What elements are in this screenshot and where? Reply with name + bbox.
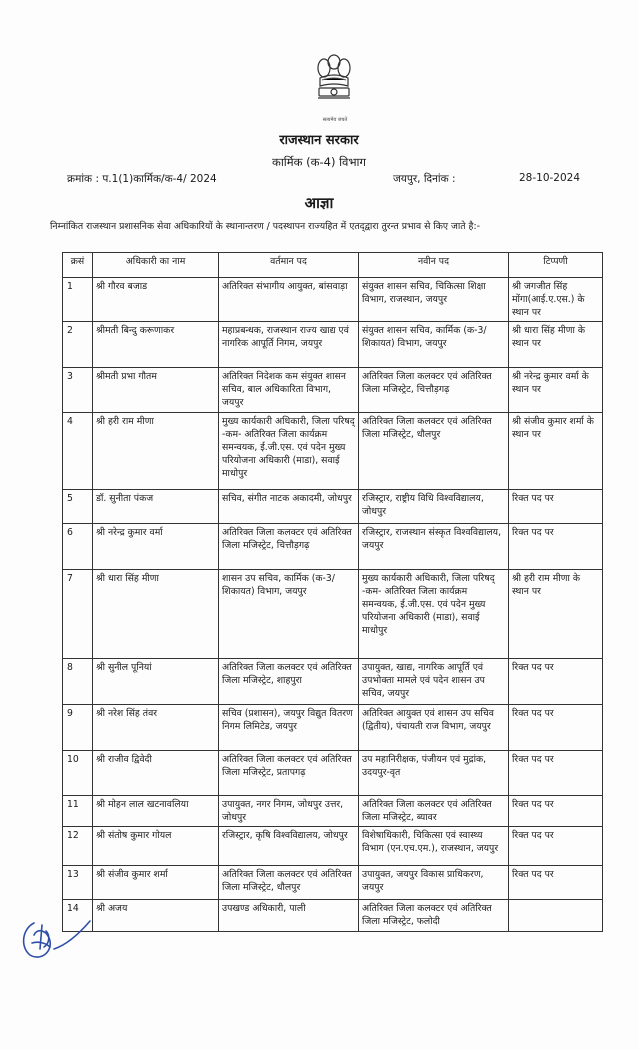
table-row [63, 524, 603, 570]
officer-name: श्री नरेन्द्र कुमार वर्मा [93, 524, 219, 570]
table-row [63, 490, 603, 524]
officer-name: श्री राजीव द्विवेदी [93, 751, 219, 796]
current-post: उपायुक्त, नगर निगम, जोधपुर उत्तर, जोधपुर [219, 796, 359, 827]
officer-name: श्री धारा सिंह मीणा [93, 570, 219, 659]
current-post: मुख्य कार्यकारी अधिकारी, जिला परिषद् -कम- अतिरिक्त जिला कार्यक्रम समन्वयक, ई.जी.एस. एवं पदेन मुख्य परियोजना अधिकारी (माडा), सवाई माधोपुर [219, 413, 359, 490]
table-row [63, 413, 603, 490]
table-row [63, 368, 603, 413]
new-post: संयुक्त शासन सचिव, चिकित्सा शिक्षा विभाग, राजस्थान, जयपुर [359, 278, 509, 322]
current-post: सचिव, संगीत नाटक अकादमी, जोधपुर [219, 490, 359, 524]
remark: श्री संजीव कुमार शर्मा के स्थान पर [509, 413, 603, 490]
remark: श्री हरी राम मीणा के स्थान पर [509, 570, 603, 659]
current-post: अतिरिक्त निदेशक कम संयुक्त शासन सचिव, बाल अधिकारिता विभाग, जयपुर [219, 368, 359, 413]
serial-number: 3 [63, 368, 93, 413]
new-post: अतिरिक्त जिला कलक्टर एवं अतिरिक्त जिला मजिस्ट्रेट, फलोदी [359, 900, 509, 932]
intro-text: निम्नांकित राजस्थान प्रशासनिक सेवा अधिकारियों के स्थानान्तरण / पदस्थापन राज्यहित में एतद्‌द्वारा तुरन्त प्रभाव से किए जाते है:- [50, 221, 480, 232]
remark: श्री नरेन्द्र कुमार वर्मा के स्थान पर [509, 368, 603, 413]
remark: रिक्त पद पर [509, 524, 603, 570]
table-row [63, 827, 603, 866]
officer-name: श्री नरेश सिंह तंवर [93, 705, 219, 751]
serial-number: 9 [63, 705, 93, 751]
serial-number: 13 [63, 866, 93, 900]
place-date-label: जयपुर, दिनांक : [393, 173, 456, 185]
column-header: टिप्पणी [509, 253, 603, 278]
table-row [63, 796, 603, 827]
new-post: संयुक्त शासन सचिव, कार्मिक (क-3/शिकायत) विभाग, जयपुर [359, 322, 509, 368]
government-title: राजस्थान सरकार [279, 133, 359, 148]
officer-name: श्री सुनील पूनियां [93, 659, 219, 705]
current-post: रजिस्ट्रार, कृषि विश्वविद्यालय, जोधपुर [219, 827, 359, 866]
transfer-table [62, 252, 603, 932]
current-post: शासन उप सचिव, कार्मिक (क-3/शिकायत) विभाग, जयपुर [219, 570, 359, 659]
serial-number: 1 [63, 278, 93, 322]
officer-name: श्रीमती प्रभा गौतम [93, 368, 219, 413]
order-title: आज्ञा [304, 194, 334, 212]
current-post: उपखण्ड अधिकारी, पाली [219, 900, 359, 932]
new-post: रजिस्ट्रार, राजस्थान संस्कृत विश्वविद्यालय, जयपुर [359, 524, 509, 570]
new-post: विशेषाधिकारी, चिकित्सा एवं स्वास्थ्य विभाग (एन.एच.एम.), राजस्थान, जयपुर [359, 827, 509, 866]
table-row [63, 866, 603, 900]
emblem-motto: सत्यमेव जयते [322, 117, 348, 123]
column-header: अधिकारी का नाम [93, 253, 219, 278]
officer-name: श्री मोहन लाल खटनावलिया [93, 796, 219, 827]
serial-number: 2 [63, 322, 93, 368]
department-title: कार्मिक (क-4) विभाग [272, 155, 366, 169]
current-post: महाप्रबन्धक, राजस्थान राज्य खाद्य एवं नागरिक आपूर्ति निगम, जयपुर [219, 322, 359, 368]
state-emblem-icon [312, 52, 356, 116]
remark: रिक्त पद पर [509, 490, 603, 524]
table-row [63, 659, 603, 705]
order-date: 28-10-2024 [519, 172, 581, 184]
table-row [63, 570, 603, 659]
remark: रिक्त पद पर [509, 827, 603, 866]
new-post: अतिरिक्त जिला कलक्टर एवं अतिरिक्त जिला मजिस्ट्रेट, ब्यावर [359, 796, 509, 827]
remark: श्री धारा सिंह मीणा के स्थान पर [509, 322, 603, 368]
table-row [63, 900, 603, 932]
serial-number: 4 [63, 413, 93, 490]
remark: श्री जगजीत सिंह मोंगा(आई.ए.एस.) के स्थान पर [509, 278, 603, 322]
serial-number: 10 [63, 751, 93, 796]
officer-name: श्रीमती बिन्दु करूणाकर [93, 322, 219, 368]
serial-number: 6 [63, 524, 93, 570]
new-post: उपायुक्त, जयपुर विकास प्राधिकरण, जयपुर [359, 866, 509, 900]
new-post: अतिरिक्त जिला कलक्टर एवं अतिरिक्त जिला मजिस्ट्रेट, चित्तौड़गढ़ [359, 368, 509, 413]
column-header: नवीन पद [359, 253, 509, 278]
officer-name: श्री गौरव बजाड [93, 278, 219, 322]
current-post: अतिरिक्त जिला कलक्टर एवं अतिरिक्त जिला मजिस्ट्रेट, प्रतापगढ़ [219, 751, 359, 796]
handwritten-signature-icon [16, 905, 96, 965]
table-header-row [63, 253, 603, 278]
remark: रिक्त पद पर [509, 796, 603, 827]
table-row [63, 278, 603, 322]
officer-name: श्री संजीव कुमार शर्मा [93, 866, 219, 900]
officer-name: श्री संतोष कुमार गोयल [93, 827, 219, 866]
serial-number: 14 [63, 900, 93, 932]
remark: रिक्त पद पर [509, 866, 603, 900]
column-header: वर्तमान पद [219, 253, 359, 278]
current-post: सचिव (प्रशासन), जयपुर विद्युत वितरण निगम लिमिटेड, जयपुर [219, 705, 359, 751]
remark: रिक्त पद पर [509, 751, 603, 796]
table-row [63, 322, 603, 368]
current-post: अतिरिक्त जिला कलक्टर एवं अतिरिक्त जिला मजिस्ट्रेट, चित्तौड़गढ़ [219, 524, 359, 570]
serial-number: 11 [63, 796, 93, 827]
officer-name: श्री अजय [93, 900, 219, 932]
remark: रिक्त पद पर [509, 705, 603, 751]
new-post: अतिरिक्त जिला कलक्टर एवं अतिरिक्त जिला मजिस्ट्रेट, धौलपुर [359, 413, 509, 490]
officer-name: श्री हरी राम मीणा [93, 413, 219, 490]
current-post: अतिरिक्त जिला कलक्टर एवं अतिरिक्त जिला मजिस्ट्रेट, शाहपुरा [219, 659, 359, 705]
remark: रिक्त पद पर [509, 659, 603, 705]
current-post: अतिरिक्त संभागीय आयुक्त, बांसवाड़ा [219, 278, 359, 322]
new-post: अतिरिक्त आयुक्त एवं शासन उप सचिव (द्वितीय), पंचायती राज विभाग, जयपुर [359, 705, 509, 751]
current-post: अतिरिक्त जिला कलक्टर एवं अतिरिक्त जिला मजिस्ट्रेट, धौलपुर [219, 866, 359, 900]
remark [509, 900, 603, 932]
reference-number: क्रमांक : प.1(1)कार्मिक/क-4/ 2024 [67, 173, 217, 185]
new-post: उपायुक्त, खाद्य, नागरिक आपूर्ति एवं उपभोक्ता मामले एवं पदेन शासन उप सचिव, जयपुर [359, 659, 509, 705]
serial-number: 12 [63, 827, 93, 866]
new-post: मुख्य कार्यकारी अधिकारी, जिला परिषद् -कम- अतिरिक्त जिला कार्यक्रम समन्वयक, ई.जी.एस. एवं पदेन मुख्य परियोजना अधिकारी (माडा), सवाई माधोपुर [359, 570, 509, 659]
serial-number: 5 [63, 490, 93, 524]
serial-number: 7 [63, 570, 93, 659]
table-row [63, 705, 603, 751]
officer-name: डॉ. सुनीता पंकज [93, 490, 219, 524]
column-header: क्रसं [63, 253, 93, 278]
serial-number: 8 [63, 659, 93, 705]
new-post: उप महानिरीक्षक, पंजीयन एवं मुद्रांक, उदयपुर-वृत [359, 751, 509, 796]
table-row [63, 751, 603, 796]
new-post: रजिस्ट्रार, राष्ट्रीय विधि विश्वविद्यालय, जोधपुर [359, 490, 509, 524]
